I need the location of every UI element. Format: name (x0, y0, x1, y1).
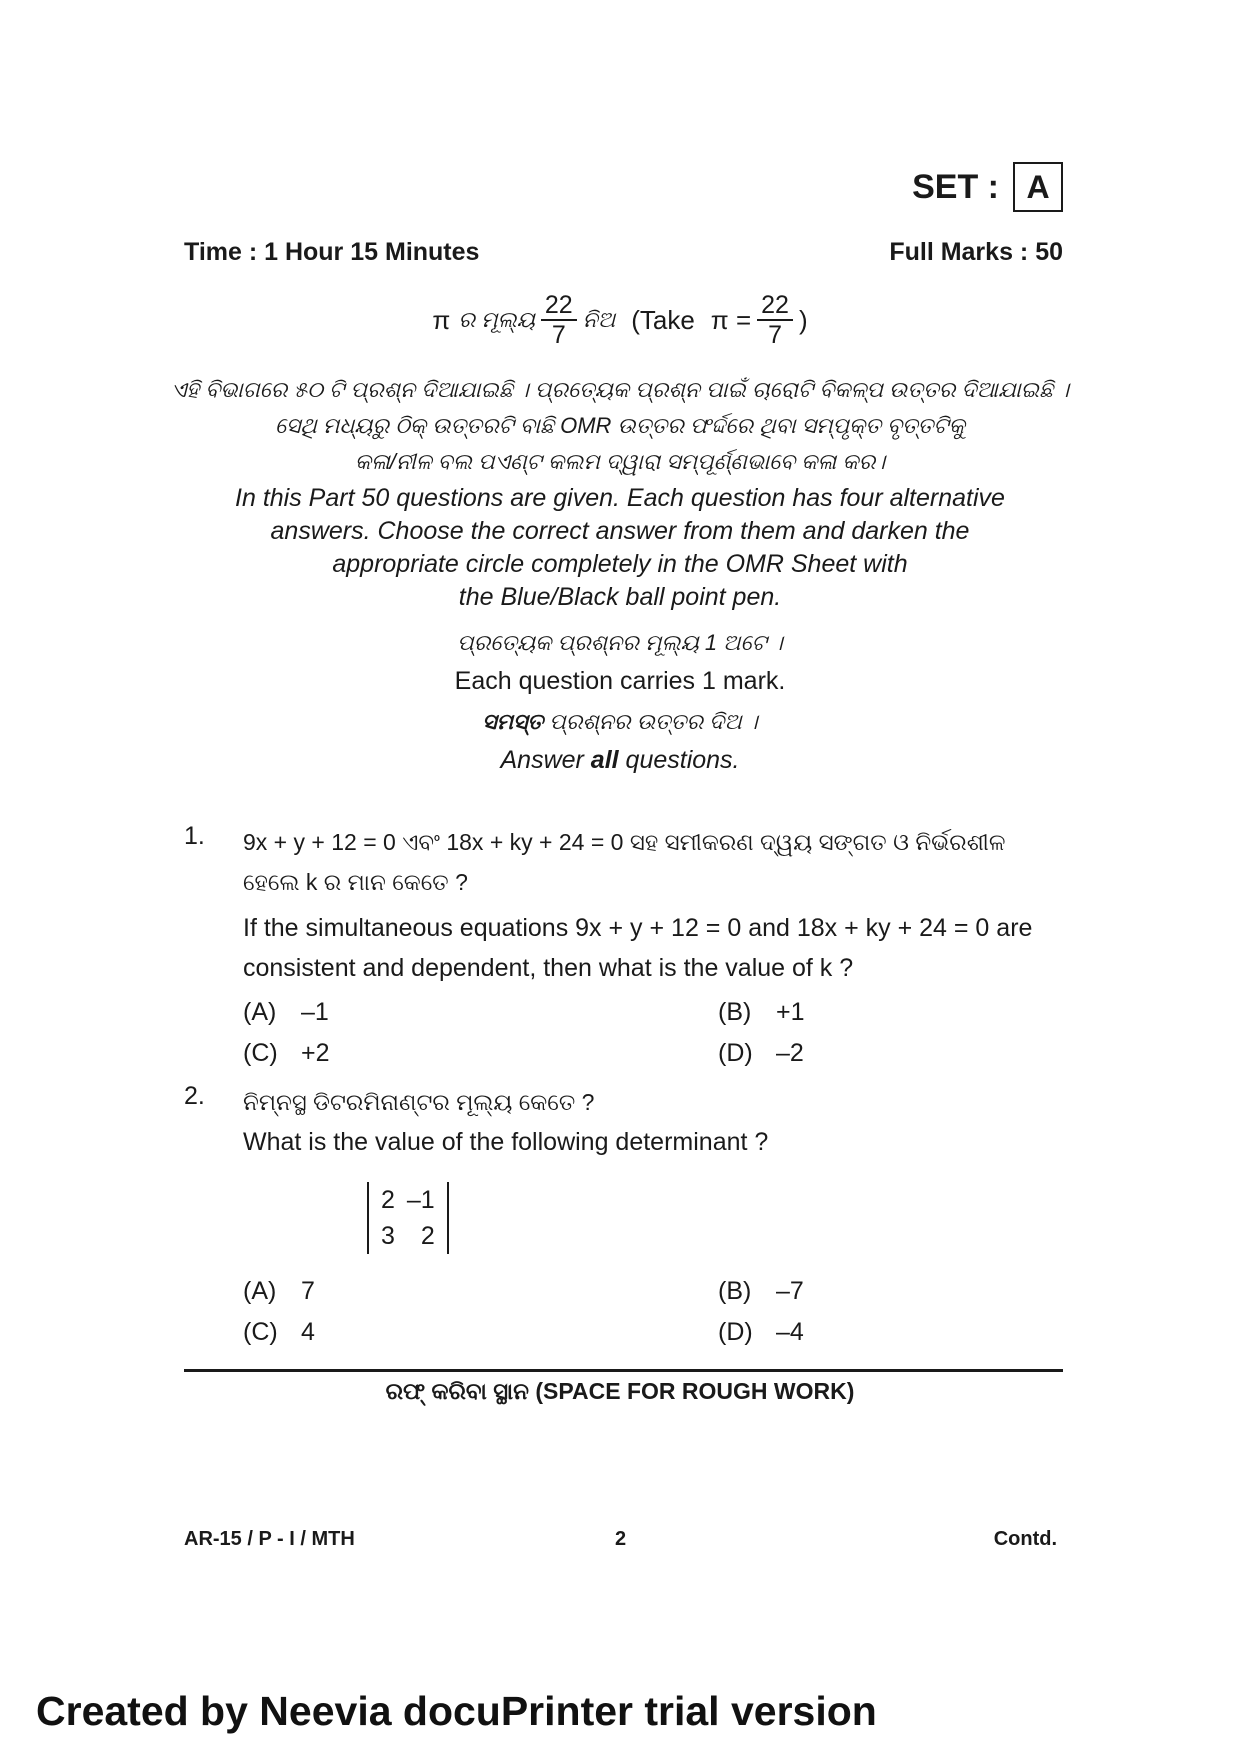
determinant (367, 1182, 449, 1254)
answer-all-english (160, 744, 1080, 777)
option-b[interactable] (718, 1277, 1064, 1306)
instructions-english (160, 482, 1080, 614)
option-label: (A) (243, 998, 277, 1026)
option-b[interactable] (718, 998, 1064, 1027)
option-value: 4 (301, 1318, 315, 1346)
instruction-english-line: answers. Choose the correct answer from them and darken the (270, 517, 970, 545)
option-value: 7 (301, 1277, 315, 1305)
pi-symbol: π (432, 304, 451, 335)
pi-close-paren: ) (798, 304, 808, 335)
option-a[interactable] (243, 1277, 718, 1306)
pi-odia-text: ର ମୂଲ୍ୟ (458, 307, 535, 333)
full-marks: Full Marks : 50 (889, 238, 1063, 266)
answer-all-odia (160, 704, 1080, 740)
option-value: +2 (301, 1039, 330, 1067)
fraction-numerator: 22 (757, 292, 793, 321)
answer-all-odia-rest: ପ୍ରଶ୍ନର ଉତ୍ତର ଦିଅ । (543, 709, 758, 734)
option-value: +1 (776, 998, 805, 1026)
option-a[interactable] (243, 998, 718, 1027)
exam-meta (184, 238, 1063, 267)
page-number: 2 (614, 1528, 627, 1550)
pi-equals: π = (710, 304, 752, 335)
question-odia-line: ହେଲେ k ର ମାନ କେତେ ? (243, 869, 468, 895)
answer-all-post: questions. (618, 746, 740, 774)
pi-note (0, 292, 1240, 349)
option-label: (B) (718, 1277, 752, 1305)
answer-all-odia-bold: ସମସ୍ତ (482, 709, 544, 734)
pi-take-text: (Take (631, 304, 695, 335)
det-cell: 2 (381, 1186, 395, 1214)
instruction-odia-line: କଳା/ନୀଳ ବଲ ପଏଣ୍ଟ କଲମ ଦ୍ୱାରା ସମ୍ପୂର୍ଣ୍ଣଭାବେ କଳା କର। (354, 449, 886, 474)
fraction-denominator: 7 (551, 321, 566, 350)
question-english-line: consistent and dependent, then what is the value of k ? (243, 954, 854, 982)
option-c[interactable] (243, 1039, 718, 1068)
pi-fraction-english (757, 292, 793, 349)
question-odia-line: 9x + y + 12 = 0 ଏବଂ 18x + ky + 24 = 0 ସହ ସମୀକରଣ ଦ୍ୱୟ ସଙ୍ଗତ ଓ ନିର୍ଭରଶୀଳ (243, 829, 1006, 855)
instruction-english-line: In this Part 50 questions are given. Each question has four alternative (235, 484, 1005, 512)
question-english-line: What is the value of the following determinant ? (243, 1128, 769, 1156)
rough-work-label: ରଫ୍ କରିବା ସ୍ଥାନ (SPACE FOR ROUGH WORK) (385, 1378, 855, 1404)
contd-label: Contd. (993, 1528, 1057, 1550)
trial-watermark: Created by Neevia docuPrinter trial version (36, 1688, 877, 1734)
paper-code: AR-15 / P - I / MTH (184, 1528, 355, 1550)
exam-time: Time : 1 Hour 15 Minutes (184, 238, 480, 266)
instruction-english-line: the Blue/Black ball point pen. (458, 583, 782, 611)
marks-english: Each question carries 1 mark. (454, 667, 786, 695)
fraction-denominator: 7 (768, 321, 782, 350)
pi-fraction-odia (541, 292, 577, 349)
option-label: (D) (718, 1318, 753, 1346)
question-odia-line: ନିମ୍ନସ୍ଥ ଡିଟରମିନାଣ୍ଟର ମୂଲ୍ୟ କେତେ ? (243, 1089, 595, 1115)
option-d[interactable] (718, 1318, 1064, 1347)
question-1 (184, 822, 1064, 1068)
answer-all-pre: Answer (500, 746, 591, 774)
options-grid (243, 1277, 1064, 1347)
marks-odia: ପ୍ରତ୍ୟେକ ପ୍ରଶ୍ନର ମୂଲ୍ୟ 1 ଅଟେ । (457, 630, 783, 655)
rough-work-divider (184, 1369, 1063, 1372)
det-cell: 3 (381, 1222, 395, 1250)
option-label: (B) (718, 998, 752, 1026)
det-cell: –1 (406, 1186, 435, 1214)
marks-instructions (160, 625, 1080, 777)
option-label: (C) (243, 1318, 278, 1346)
question-number: 2. (184, 1082, 205, 1110)
pi-odia-take: ନିଅ (582, 307, 616, 333)
question-2 (184, 1082, 1064, 1347)
fraction-numerator: 22 (541, 292, 577, 321)
question-number: 1. (184, 822, 205, 850)
option-value: –4 (776, 1318, 804, 1346)
option-value: –1 (301, 998, 329, 1026)
option-label: (A) (243, 1277, 277, 1305)
option-value: –7 (776, 1277, 804, 1305)
set-value-box: A (1013, 162, 1063, 212)
instructions-odia (160, 372, 1080, 480)
option-c[interactable] (243, 1318, 718, 1347)
options-grid (243, 998, 1064, 1068)
set-indicator (912, 162, 1063, 212)
set-label: SET : (912, 167, 999, 206)
option-label: (C) (243, 1039, 278, 1067)
answer-all-bold: all (590, 746, 619, 774)
instruction-odia-line: ସେଥି ମଧ୍ୟରୁ ଠିକ୍ ଉତ୍ତରଟି ବାଛି OMR ଉତ୍ତର ଫର୍ଦ୍ଦରେ ଥିବା ସମ୍ପୃକ୍ତ ବୃତ୍ତଟିକୁ (275, 413, 965, 438)
option-label: (D) (718, 1039, 753, 1067)
option-d[interactable] (718, 1039, 1064, 1068)
question-english-line: If the simultaneous equations 9x + y + 12 = 0 and 18x + ky + 24 = 0 are (243, 914, 1033, 942)
instruction-english-line: appropriate circle completely in the OMR Sheet with (332, 550, 908, 578)
option-value: –2 (776, 1039, 804, 1067)
page-footer (184, 1528, 1057, 1551)
det-cell: 2 (420, 1222, 435, 1250)
instruction-odia-line: ଏହି ବିଭାଗରେ ୫୦ ଟି ପ୍ରଶ୍ନ ଦିଆଯାଇଛି । ପ୍ରତ୍ୟେକ ପ୍ରଶ୍ନ ପାଇଁ ଚାରୋଟି ବିକଳ୍ପ ଉତ୍ତର ଦିଆଯାଇଛି । (170, 377, 1070, 402)
